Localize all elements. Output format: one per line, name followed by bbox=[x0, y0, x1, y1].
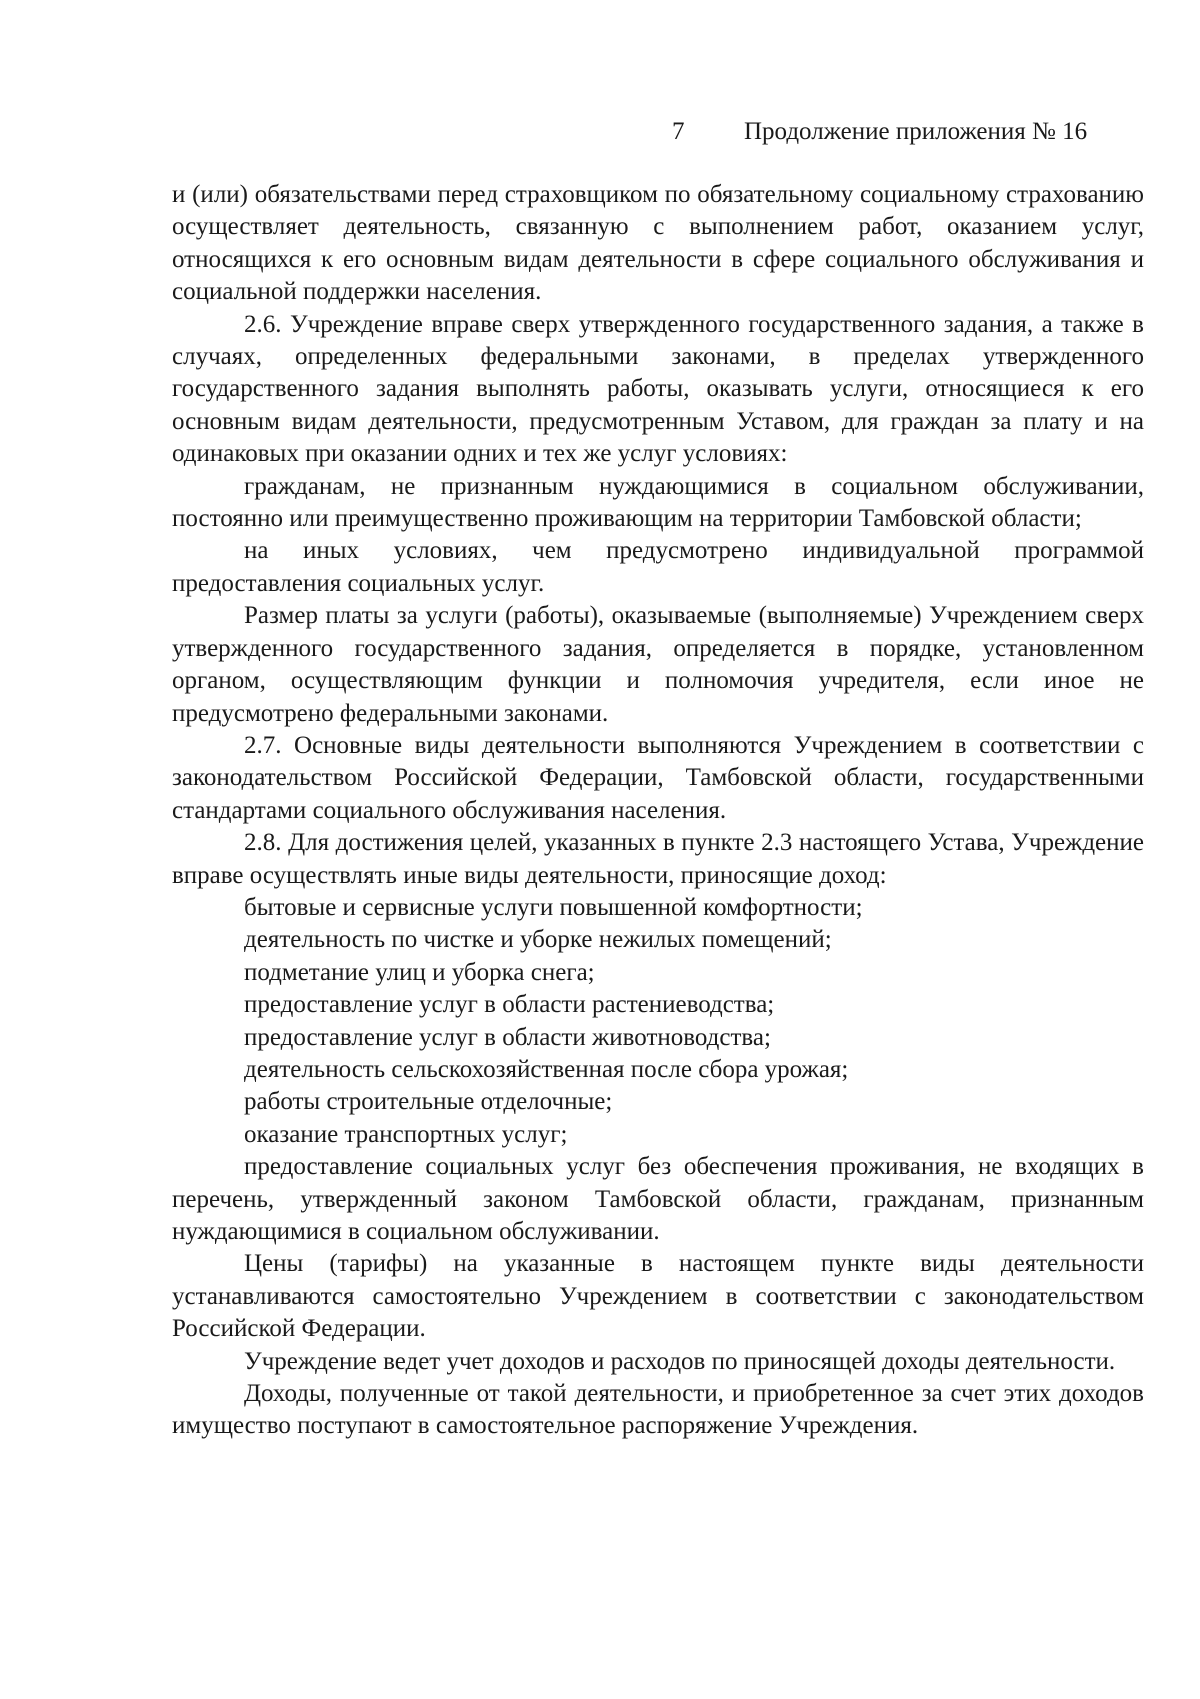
paragraph-other-conditions: на иных условиях, чем предусмотрено индивидуальной программой предоставления социальных услуг. bbox=[172, 537, 1144, 597]
list-item: деятельность по чистке и уборке нежилых помещений; bbox=[244, 926, 832, 954]
list-item: предоставление социальных услуг без обеспечения проживания, не входящих в перечень, утвержденный законом Тамбовской области, гражданам, признанным нуждающимися в социальном обслуживании. bbox=[172, 1153, 1144, 1245]
paragraph-continuation: и (или) обязательствами перед страховщиком по обязательному социальному страхованию осуществляет деятельность, связанную с выполнением работ, оказанием услуг, относящихся к его основным видам деятельности в сфере социального обслуживания и социальной поддержки населения. bbox=[172, 181, 1144, 306]
header-title: Продолжение приложения № 16 bbox=[744, 118, 1088, 145]
paragraph-2-7: 2.7. Основные виды деятельности выполняются Учреждением в соответствии с законодательством Российской Федерации, Тамбовской области, государственными стандартами социального обслуживания населения. bbox=[172, 731, 1144, 824]
paragraph-2-8: 2.8. Для достижения целей, указанных в пункте 2.3 настоящего Устава, Учреждение вправе осуществлять иные виды деятельности, приносящие доход: bbox=[172, 829, 1144, 889]
paragraph-income: Доходы, полученные от такой деятельности, и приобретенное за счет этих доходов имущество поступают в самостоятельное распоряжение Учреждения. bbox=[172, 1380, 1144, 1440]
list-item: деятельность сельскохозяйственная после сбора урожая; bbox=[244, 1055, 849, 1083]
list-item: бытовые и сервисные услуги повышенной комфортности; bbox=[244, 893, 863, 921]
list-item: предоставление услуг в области животноводства; bbox=[244, 1023, 771, 1051]
page-number: 7 bbox=[672, 118, 685, 145]
list-item: предоставление услуг в области растениеводства; bbox=[244, 991, 775, 1019]
paragraph-citizens-not-needy: гражданам, не признанным нуждающимися в социальном обслуживании, постоянно или преимущественно проживающим на территории Тамбовской области; bbox=[172, 472, 1144, 533]
document-body bbox=[172, 179, 1144, 1443]
paragraph-prices: Цены (тарифы) на указанные в настоящем пункте виды деятельности устанавливаются самостоятельно Учреждением в соответствии с законодательством Российской Федерации. bbox=[172, 1250, 1144, 1343]
page-header bbox=[0, 116, 1200, 148]
list-item: работы строительные отделочные; bbox=[244, 1088, 613, 1116]
paragraph-accounting: Учреждение ведет учет доходов и расходов по приносящей доходы деятельности. bbox=[244, 1347, 1116, 1375]
paragraph-fee-amount: Размер платы за услуги (работы), оказываемые (выполняемые) Учреждением сверх утвержденного государственного задания, определяется в порядке, установленном органом, осуществляющим функции и полномочия учредителя, если иное не предусмотрено федеральными законами. bbox=[172, 602, 1144, 727]
list-item: оказание транспортных услуг; bbox=[244, 1120, 568, 1148]
paragraph-2-6: 2.6. Учреждение вправе сверх утвержденного государственного задания, а также в случаях, определенных федеральными законами, в пределах утвержденного государственного задания выполнять работы, оказывать услуги, относящиеся к его основным видам деятельности, предусмотренным Уставом, для граждан за плату и на одинаковых при оказании одних и тех же услуг условиях: bbox=[172, 310, 1144, 468]
list-item: подметание улиц и уборка снега; bbox=[244, 958, 595, 986]
